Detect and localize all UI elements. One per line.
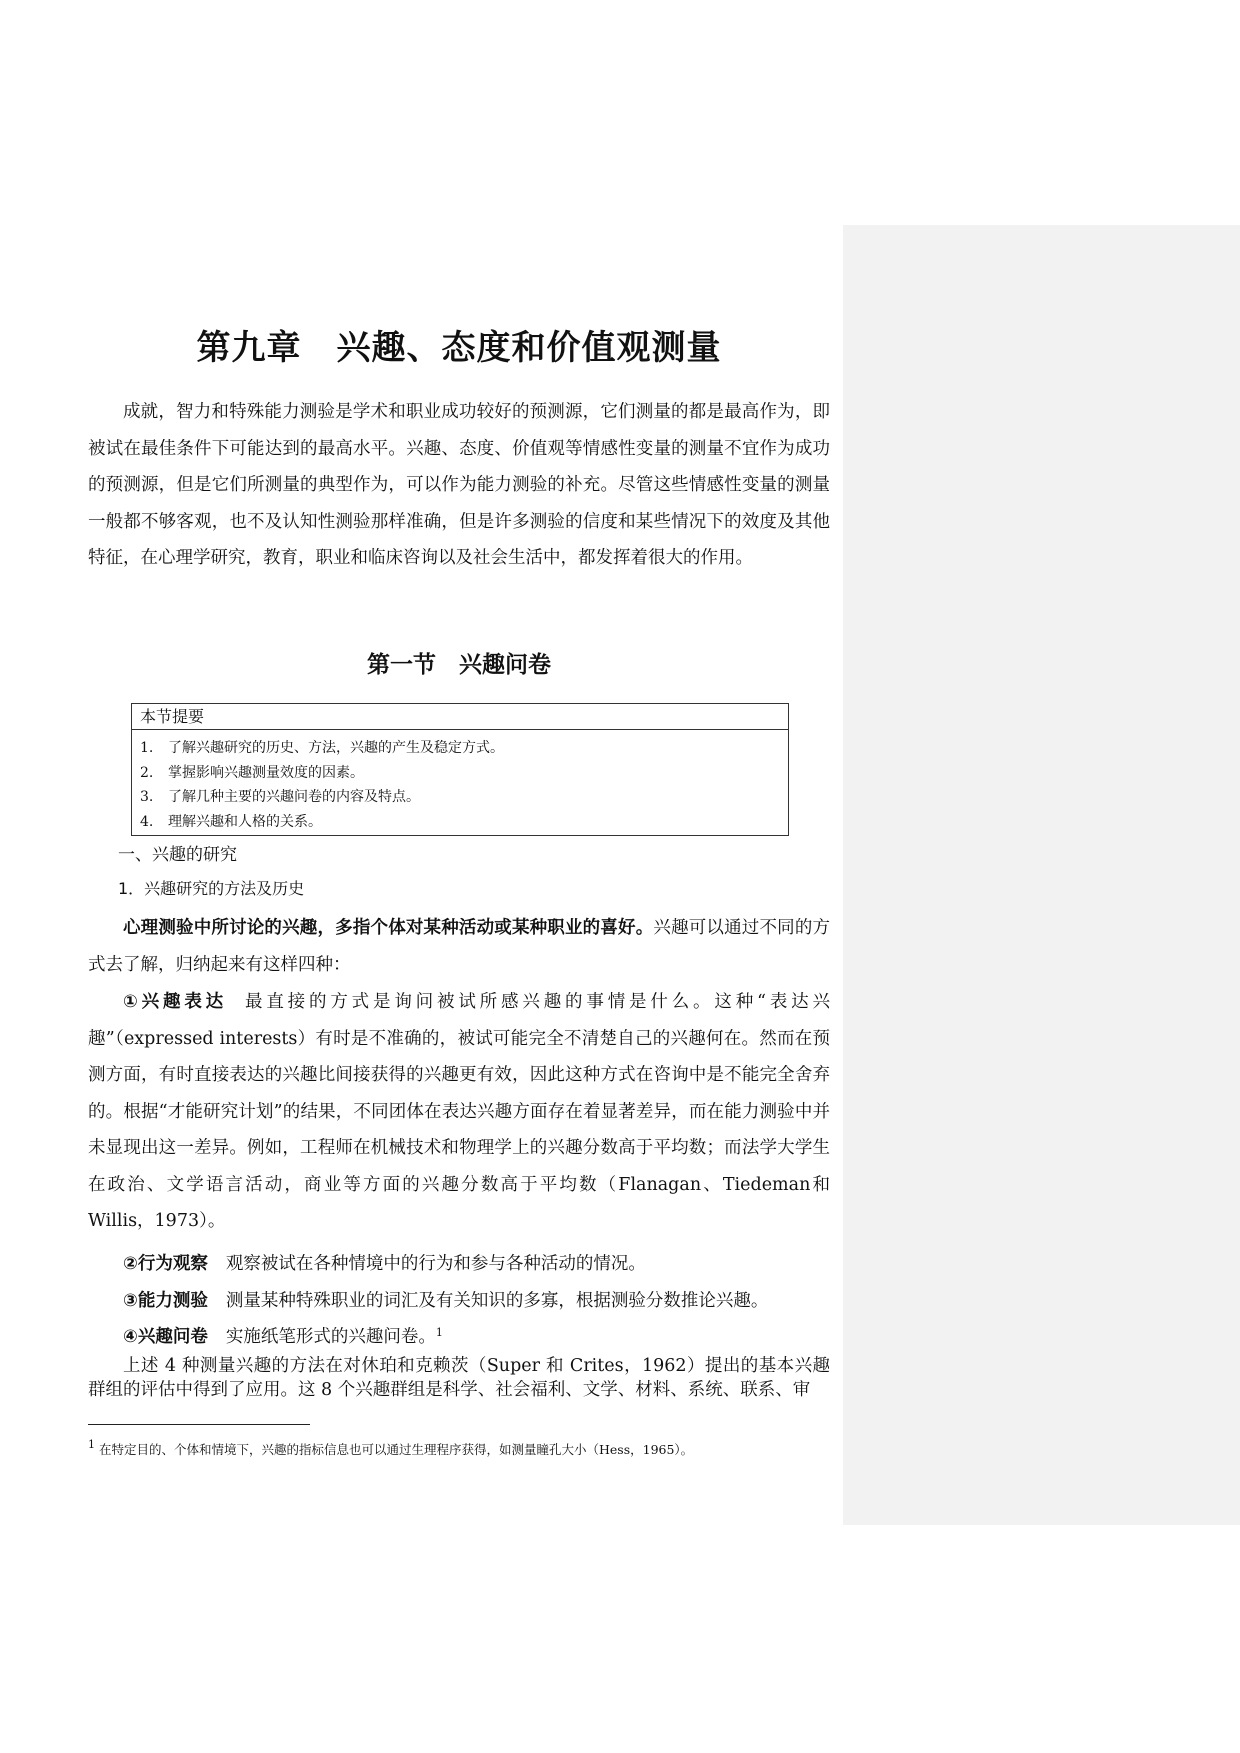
comment-pane	[843, 225, 1240, 1525]
summary-box	[131, 703, 789, 836]
method-2-line	[123, 1250, 646, 1275]
footnote-rule	[88, 1424, 310, 1425]
method-3-line	[123, 1287, 768, 1312]
method-4-text: 实施纸笔形式的兴趣问卷。	[225, 1327, 436, 1347]
footnote-ref[interactable]: 1	[435, 1326, 443, 1339]
method-3-term: ③能力测验	[123, 1291, 208, 1311]
summary-item: 1. 了解兴趣研究的历史、方法，兴趣的产生及稳定方式。	[140, 740, 504, 756]
method-1-text: 最直接的方式是询问被试所感兴趣的事情是什么。这种“表达兴趣”（expressed interests）有时是不准确的，被试可能完全不清楚自己的兴趣何在。然而在预测方面，有时直接表达的兴趣比间接获得的兴趣更有效，因此这种方式在咨询中是不能完全舍弃的。根据“才能研究计划”的结果，不同团体在表达兴趣方面存在着显著差异，而在能力测验中并未显现出这一差异。例如，工程师在机械技术和物理学上的兴趣分数高于平均数；而法学大学生在政治、文学语言活动，商业等方面的兴趣分数高于平均数（Flanagan、Tiedeman和 Willis，1973）。	[88, 992, 830, 1231]
footnote-text: 在特定目的、个体和情境下，兴趣的指标信息也可以通过生理程序获得，如测量瞳孔大小（Hess，1965）。	[98, 1442, 694, 1457]
method-4-line	[123, 1323, 443, 1348]
footnote	[88, 1438, 830, 1458]
definition-paragraph	[88, 910, 830, 983]
intro-paragraph: 成就，智力和特殊能力测验是学术和职业成功较好的预测源，它们测量的都是最高作为，即被试在最佳条件下可能达到的最高水平。兴趣、态度、价值观等情感性变量的测量不宜作为成功的预测源，但是它们所测量的典型作为，可以作为能力测验的补充。尽管这些情感性变量的测量一般都不够客观，也不及认知性测验那样准确，但是许多测验的信度和某些情况下的效度及其他特征，在心理学研究，教育，职业和临床咨询以及社会生活中，都发挥着很大的作用。	[88, 402, 830, 568]
definition-bold: 心理测验中所讨论的兴趣，多指个体对某种活动或某种职业的喜好。	[123, 918, 654, 938]
method-2-text: 观察被试在各种情境中的行为和参与各种活动的情况。	[225, 1254, 646, 1274]
closing-paragraph: 上述 4 种测量兴趣的方法在对休珀和克赖茨（Super 和 Crites，1962）提出的基本兴趣群组的评估中得到了应用。这 8 个兴趣群组是科学、社会福利、文学、材料、系统、联系、审	[88, 1356, 830, 1400]
definition-rest: 兴趣可以通过不同的方式去了解，归纳起来有这样四种：	[88, 918, 831, 975]
summary-item: 4. 理解兴趣和人格的关系。	[140, 813, 322, 830]
section-title: 第一节 兴趣问卷	[367, 652, 551, 678]
subsection-heading: 一、兴趣的研究	[118, 845, 237, 865]
summary-item: 2. 掌握影响兴趣测量效度的因素。	[140, 764, 364, 781]
method-1-term: ①兴趣表达	[123, 992, 227, 1012]
summary-list	[132, 730, 788, 834]
method-2-term: ②行为观察	[123, 1254, 208, 1274]
chapter-title: 第九章 兴趣、态度和价值观测量	[196, 328, 722, 368]
footnote-marker: 1	[88, 1438, 95, 1451]
subsubsection-heading: 1．兴趣研究的方法及历史	[118, 879, 305, 898]
summary-item: 3. 了解几种主要的兴趣问卷的内容及特点。	[140, 789, 420, 805]
method-1-paragraph	[88, 984, 830, 1240]
method-3-text: 测量某种特殊职业的词汇及有关知识的多寡，根据测验分数推论兴趣。	[225, 1291, 769, 1311]
summary-title: 本节提要	[132, 704, 788, 730]
method-4-term: ④兴趣问卷	[123, 1327, 208, 1347]
